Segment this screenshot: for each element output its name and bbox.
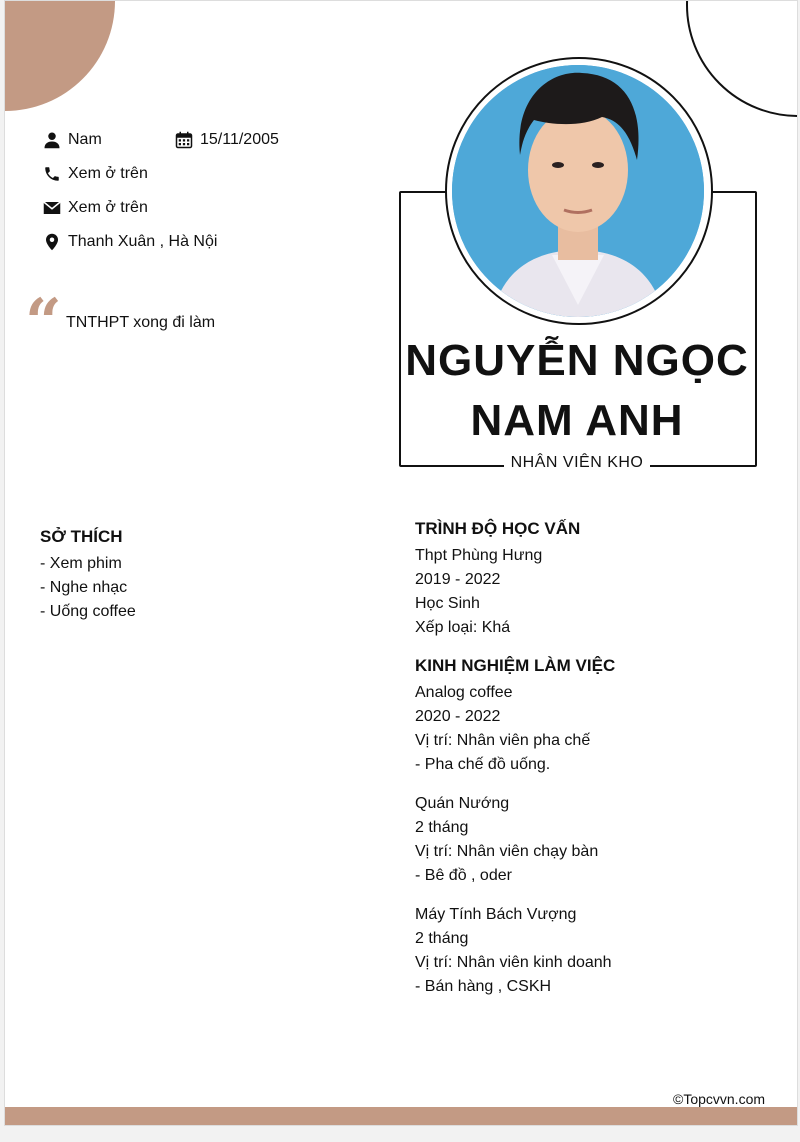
bottom-accent-bar <box>5 1107 797 1125</box>
decorative-circle-top-right <box>686 0 798 117</box>
experience-period: 2 tháng <box>415 930 469 947</box>
address-row <box>43 233 217 251</box>
gender-value: Nam <box>68 131 102 148</box>
decorative-circle-top-left <box>4 0 115 111</box>
career-objective: TNTHPT xong đi làm <box>66 314 216 331</box>
copyright-text: ©Topcvvn.com <box>673 1091 766 1107</box>
phone-icon <box>43 165 61 183</box>
full-name-line-1: NGUYỄN NGỌC <box>405 336 749 385</box>
education-role: Học Sinh <box>415 595 480 612</box>
email-value: Xem ở trên <box>68 199 148 216</box>
quote-icon: “ <box>25 285 62 360</box>
resume-page <box>4 0 798 1126</box>
experience-company: Quán Nướng <box>415 795 510 812</box>
map-pin-icon <box>43 233 61 251</box>
job-title <box>401 454 753 472</box>
calendar-icon <box>175 131 193 149</box>
experience-position: Vị trí: Nhân viên kinh doanh <box>415 954 612 971</box>
birthdate-row <box>175 131 279 149</box>
experience-position: Vị trí: Nhân viên chạy bàn <box>415 843 599 860</box>
envelope-icon <box>43 199 61 217</box>
hobbies-list <box>40 552 136 624</box>
education-grade: Xếp loại: Khá <box>415 619 511 636</box>
experience-company: Máy Tính Bách Vượng <box>415 906 577 923</box>
email-row <box>43 199 148 217</box>
hobbies-title: SỞ THÍCH <box>40 527 123 546</box>
experience-item <box>415 792 598 888</box>
experience-item <box>415 681 590 777</box>
phone-value: Xem ở trên <box>68 165 148 182</box>
education-title: TRÌNH ĐỘ HỌC VẤN <box>415 519 581 538</box>
profile-photo <box>452 65 704 317</box>
full-name <box>401 331 753 451</box>
list-item: - Nghe nhạc <box>40 579 128 596</box>
experience-company: Analog coffee <box>415 684 513 701</box>
experience-description: - Bê đồ , oder <box>415 867 512 884</box>
experience-period: 2020 - 2022 <box>415 708 501 725</box>
birthdate-value: 15/11/2005 <box>200 131 279 148</box>
education-block <box>415 544 542 640</box>
experience-period: 2 tháng <box>415 819 469 836</box>
gender-row <box>43 131 102 149</box>
list-item: - Uống coffee <box>40 603 136 620</box>
experience-description: - Bán hàng , CSKH <box>415 978 552 995</box>
job-title-text: NHÂN VIÊN KHO <box>504 454 651 471</box>
full-name-line-2: NAM ANH <box>470 396 684 445</box>
phone-row <box>43 165 148 183</box>
avatar <box>452 65 704 317</box>
address-value: Thanh Xuân , Hà Nội <box>68 233 218 250</box>
experience-position: Vị trí: Nhân viên pha chế <box>415 732 591 749</box>
list-item: - Xem phim <box>40 555 122 572</box>
experience-description: - Pha chế đồ uống. <box>415 756 551 773</box>
experience-title: KINH NGHIỆM LÀM VIỆC <box>415 656 616 675</box>
experience-item <box>415 903 612 999</box>
education-school: Thpt Phùng Hưng <box>415 547 543 564</box>
person-icon <box>43 131 61 149</box>
education-period: 2019 - 2022 <box>415 571 501 588</box>
